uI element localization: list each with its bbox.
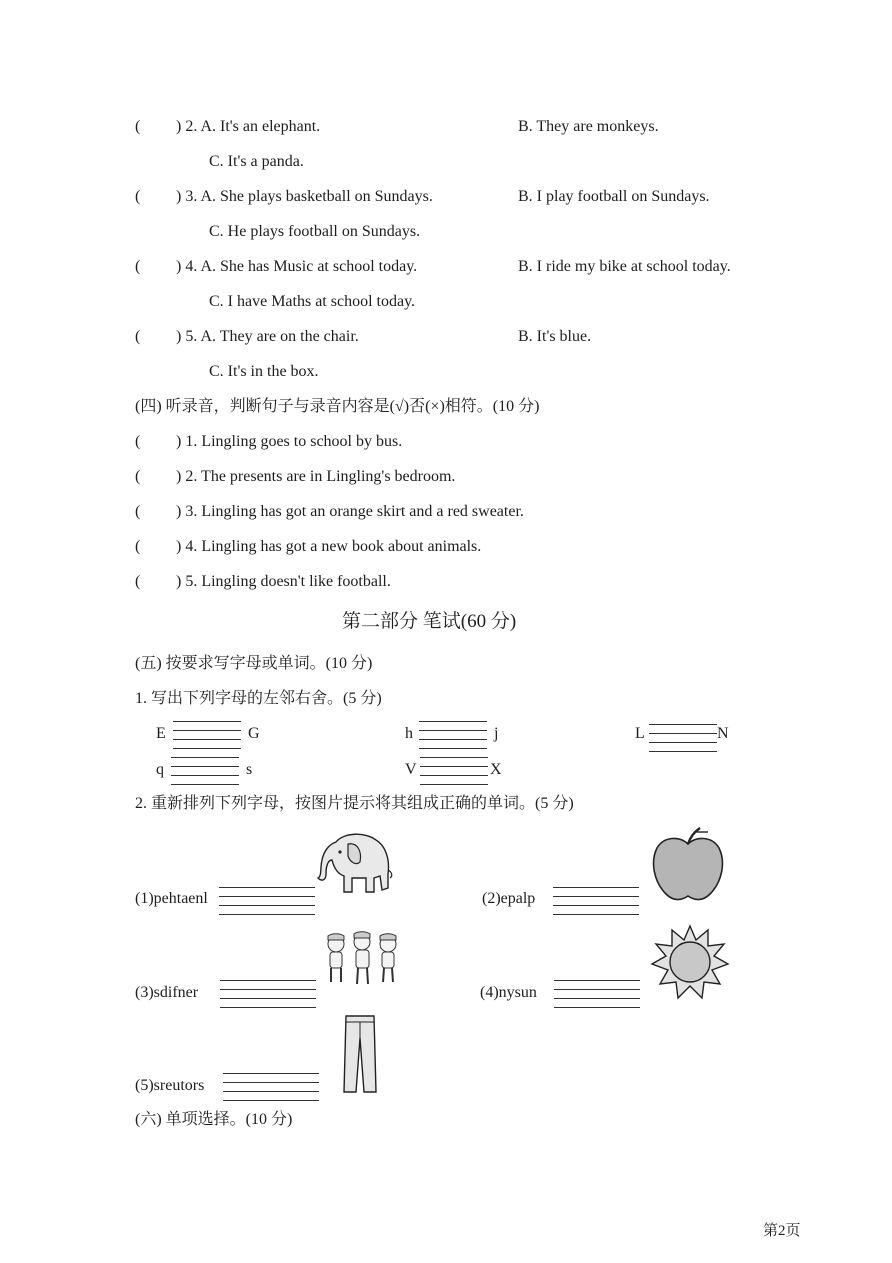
scrambled-word: (4)nysun — [480, 984, 537, 1001]
writing-lines[interactable] — [419, 721, 487, 749]
question-4-option-a: ) 4. A. She has Music at school today. — [176, 258, 418, 275]
section-5-heading: (五) 按要求写字母或单词。(10 分) — [135, 655, 373, 672]
letter-left: E — [156, 725, 166, 742]
question-1-instruction: 1. 写出下列字母的左邻右舍。(5 分) — [135, 690, 382, 707]
judge-item-4: ) 4. Lingling has got a new book about animals. — [176, 538, 482, 555]
sun-picture — [652, 924, 728, 1000]
question-3-option-a: ) 3. A. She plays basketball on Sundays. — [176, 188, 433, 205]
letter-left: q — [156, 761, 164, 778]
letter-left: L — [635, 725, 645, 742]
scrambled-word: (1)pehtaenl — [135, 890, 208, 907]
section-6-heading: (六) 单项选择。(10 分) — [135, 1111, 293, 1128]
question-2-instruction: 2. 重新排列下列字母，按图片提示将其组成正确的单词。(5 分) — [135, 795, 574, 812]
question-2-option-a: ) 2. A. It's an elephant. — [176, 118, 321, 135]
letter-right: G — [248, 725, 260, 742]
trousers-picture — [340, 1014, 380, 1094]
scrambled-word: (5)sreutors — [135, 1077, 205, 1094]
scrambled-word: (2)epalp — [482, 890, 536, 907]
letter-right: X — [490, 761, 502, 778]
writing-lines[interactable] — [649, 724, 717, 752]
writing-lines[interactable] — [553, 887, 639, 915]
question-2-option-b: B. They are monkeys. — [518, 118, 659, 135]
answer-paren: ( — [135, 573, 141, 590]
letter-right: N — [717, 725, 729, 742]
letter-right: j — [494, 725, 499, 742]
question-5-option-a: ) 5. A. They are on the chair. — [176, 328, 359, 345]
scrambled-word: (3)sdifner — [135, 984, 199, 1001]
judge-item-5: ) 5. Lingling doesn't like football. — [176, 573, 391, 590]
question-4-option-b: B. I ride my bike at school today. — [518, 258, 731, 275]
section-4-heading: (四) 听录音，判断句子与录音内容是(√)否(×)相符。(10 分) — [135, 398, 540, 415]
answer-paren: ( — [135, 538, 141, 555]
letter-left: h — [405, 725, 413, 742]
question-3-option-c: C. He plays football on Sundays. — [209, 223, 421, 240]
answer-paren: ( — [135, 503, 141, 520]
page-number: 第2页 — [763, 1223, 801, 1239]
judge-item-2: ) 2. The presents are in Lingling's bedroom. — [176, 468, 456, 485]
question-5-option-c: C. It's in the box. — [209, 363, 319, 380]
writing-lines[interactable] — [554, 980, 640, 1008]
answer-paren: ( — [135, 258, 141, 275]
letter-left: V — [405, 761, 417, 778]
answer-paren: ( — [135, 468, 141, 485]
writing-lines[interactable] — [171, 757, 239, 785]
answer-paren: ( — [135, 188, 141, 205]
friends-picture — [322, 930, 406, 990]
question-5-option-b: B. It's blue. — [518, 328, 592, 345]
writing-lines[interactable] — [420, 757, 488, 785]
letter-right: s — [246, 761, 253, 778]
elephant-picture — [314, 830, 394, 900]
writing-lines[interactable] — [219, 887, 315, 915]
question-2-option-c: C. It's a panda. — [209, 153, 304, 170]
apple-picture — [650, 826, 726, 902]
answer-paren: ( — [135, 118, 141, 135]
writing-lines[interactable] — [173, 721, 241, 749]
writing-lines[interactable] — [223, 1073, 319, 1101]
writing-lines[interactable] — [220, 980, 316, 1008]
judge-item-3: ) 3. Lingling has got an orange skirt and a red sweater. — [176, 503, 524, 520]
question-4-option-c: C. I have Maths at school today. — [209, 293, 416, 310]
judge-item-1: ) 1. Lingling goes to school by bus. — [176, 433, 403, 450]
question-3-option-b: B. I play football on Sundays. — [518, 188, 710, 205]
answer-paren: ( — [135, 328, 141, 345]
part-2-title: 第二部分 笔试(60 分) — [342, 611, 517, 632]
answer-paren: ( — [135, 433, 141, 450]
